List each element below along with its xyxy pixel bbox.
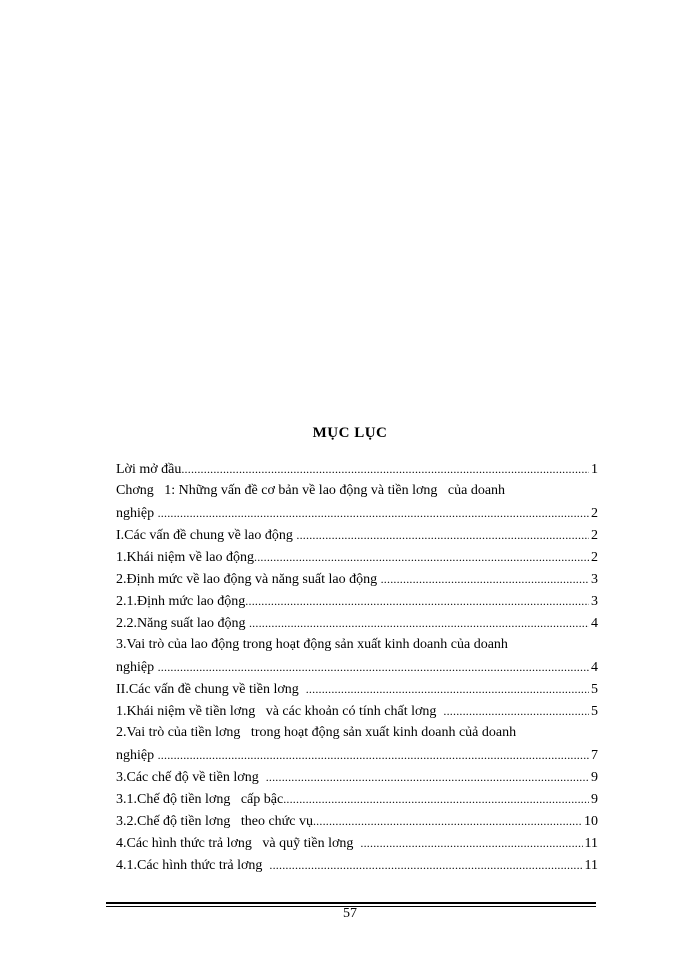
- toc-entry-title: 3.Các chế độ về tiền lơng: [116, 770, 266, 785]
- toc-entry: [116, 568, 598, 590]
- footer-rule: [106, 902, 596, 904]
- toc-entry-title: nghiệp: [116, 748, 158, 763]
- toc-entry: [116, 480, 598, 524]
- toc-entry-page: 2: [591, 506, 598, 521]
- toc-entry: [116, 810, 598, 832]
- toc-entry: [116, 700, 598, 722]
- dot-leader: [249, 612, 589, 634]
- toc-entry: [116, 788, 598, 810]
- dot-leader: [283, 788, 589, 810]
- dot-leader: [360, 832, 582, 854]
- dot-leader: [245, 590, 589, 612]
- toc-entry-page: 5: [591, 704, 598, 719]
- dot-leader: [158, 656, 589, 678]
- toc-entry-title: 2.1.Định mức lao động: [116, 594, 246, 609]
- toc-entry: [116, 854, 598, 876]
- toc-entry-title: 3.1.Chế độ tiền lơng cấp bậc: [116, 792, 284, 807]
- toc-entry: [116, 832, 598, 854]
- toc-entry-title: 2.2.Năng suất lao động: [116, 616, 249, 631]
- dot-leader: [158, 744, 589, 766]
- toc-entry-page: 2: [591, 528, 598, 543]
- toc-entry-title: 4.Các hình thức trả lơng và quỹ tiền lơng: [116, 836, 361, 851]
- toc-entry-page: 3: [591, 572, 598, 587]
- toc-entry: [116, 678, 598, 700]
- toc-entry-title: nghiệp: [116, 506, 158, 521]
- toc-entry-page: 4: [591, 616, 598, 631]
- toc-entry-title-line1: 3.Vai trò của lao động trong hoạt động sản xuất kinh doanh của doanh: [116, 637, 508, 652]
- toc-entry-title-line1: 2.Vai trò của tiền lơng trong hoạt động sản xuất kinh doanh củả doanh: [116, 725, 517, 740]
- dot-leader: [306, 678, 589, 700]
- toc-entry: [116, 590, 598, 612]
- toc-entry: [116, 524, 598, 546]
- toc-entry-title: 1.Khái niệm về lao động: [116, 550, 255, 565]
- toc-entry: [116, 766, 598, 788]
- toc-entry-page: 10: [584, 814, 598, 829]
- dot-leader: [266, 766, 589, 788]
- toc-entry-title: 3.2.Chế độ tiền lơng theo chức vụ: [116, 814, 313, 829]
- toc-entry-page: 11: [584, 858, 598, 873]
- dot-leader: [381, 568, 589, 590]
- toc-entry-page: 9: [591, 792, 598, 807]
- toc-entry-page: 1: [591, 462, 598, 477]
- table-of-contents: [116, 458, 598, 876]
- page-number: 57: [343, 906, 357, 921]
- toc-entry-page: 11: [584, 836, 598, 851]
- dot-leader: [158, 502, 589, 524]
- dot-leader: [254, 546, 589, 568]
- toc-entry-title: nghiệp: [116, 660, 158, 675]
- toc-entry: [116, 546, 598, 568]
- toc-entry-page: 3: [591, 594, 598, 609]
- dot-leader: [313, 810, 582, 832]
- toc-entry-page: 7: [591, 748, 598, 763]
- toc-entry-title: Lời mở đầu: [116, 462, 182, 477]
- toc-entry-title-line1: Chơng 1: Những vấn đề cơ bản về lao động và tiền lơng của doanh: [116, 483, 506, 498]
- toc-entry-title: 2.Định mức về lao động và năng suất lao động: [116, 572, 381, 587]
- toc-entry: [116, 612, 598, 634]
- toc-entry-title: II.Các vấn đề chung về tiền lơng: [116, 682, 306, 697]
- toc-entry-page: 9: [591, 770, 598, 785]
- toc-entry-page: 5: [591, 682, 598, 697]
- dot-leader: [269, 854, 582, 876]
- dot-leader: [296, 524, 589, 546]
- toc-entry: [116, 722, 598, 766]
- dot-leader: [443, 700, 589, 722]
- toc-entry: [116, 634, 598, 678]
- toc-entry-title: 4.1.Các hình thức trả lơng: [116, 858, 270, 873]
- toc-entry-page: 2: [591, 550, 598, 565]
- toc-entry-title: 1.Khái niệm về tiền lơng và các khoản có tính chất lơng: [116, 704, 444, 719]
- toc-entry-page: 4: [591, 660, 598, 675]
- toc-entry-title: I.Các vấn đề chung về lao động: [116, 528, 297, 543]
- toc-title: MỤC LỤC: [312, 425, 388, 441]
- toc-entry: [116, 458, 598, 480]
- dot-leader: [181, 458, 589, 480]
